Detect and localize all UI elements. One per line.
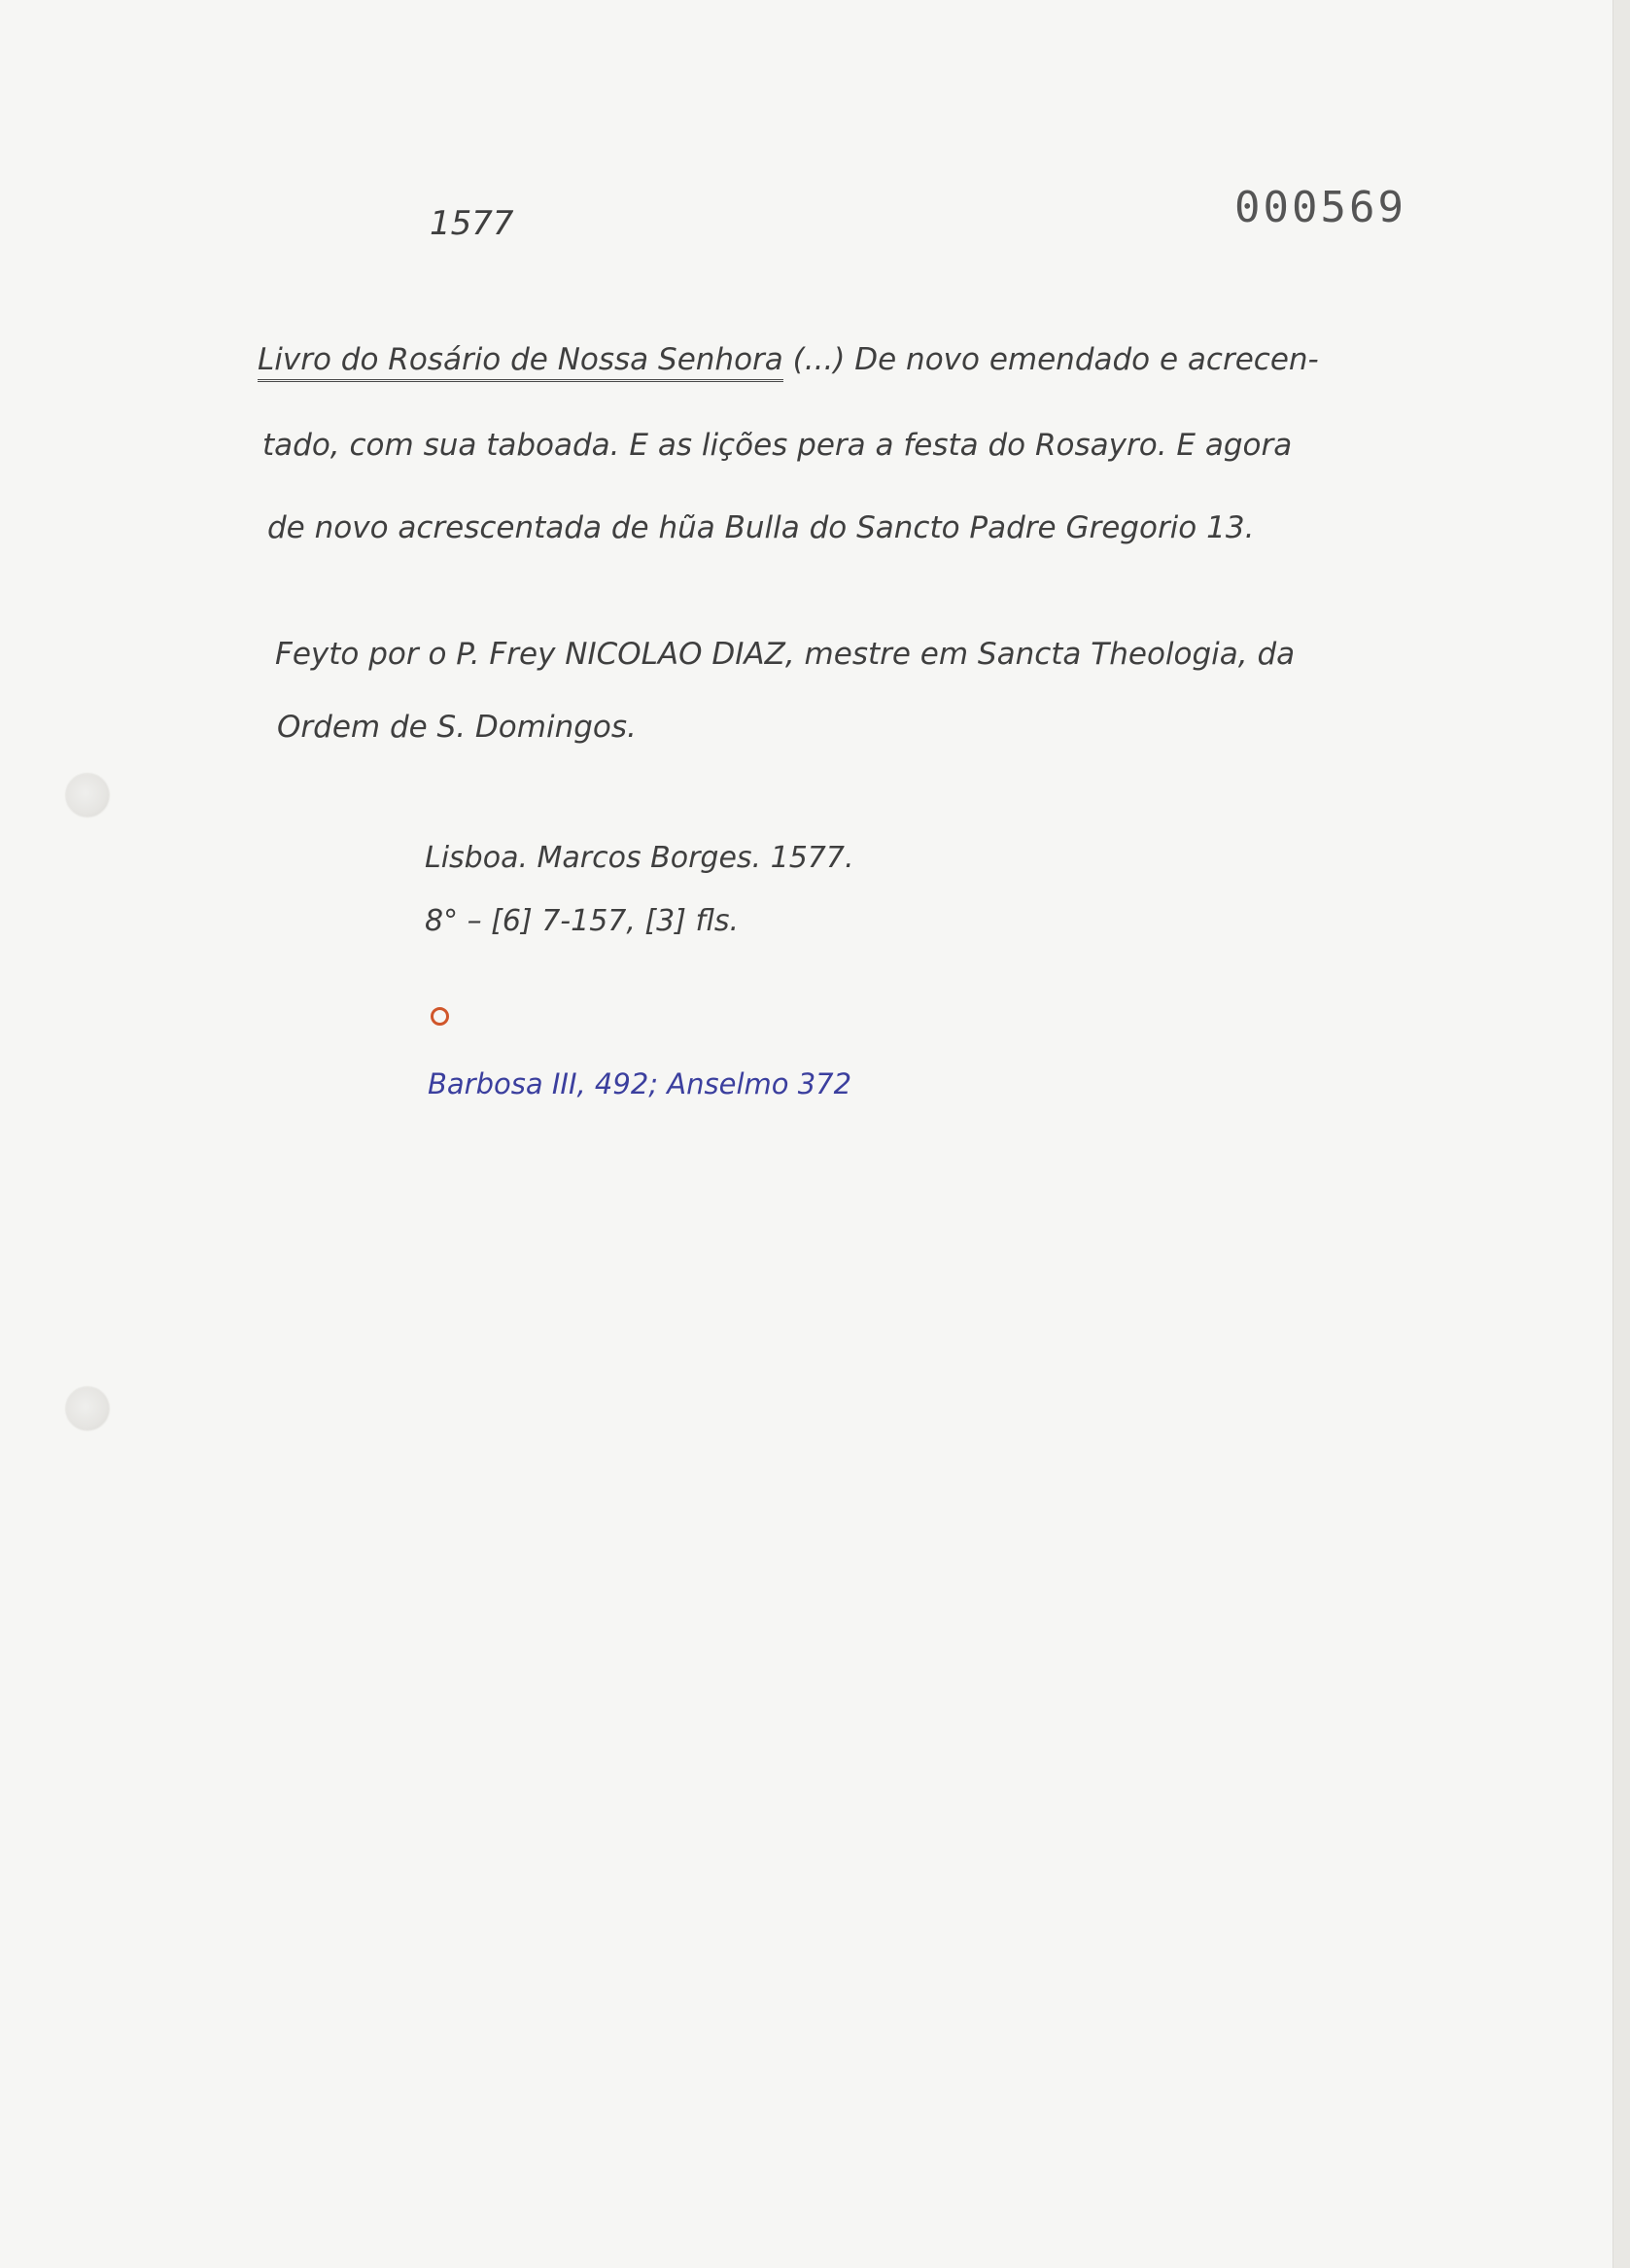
bibliographic-references: Barbosa III, 492; Anselmo 372 [428,1067,852,1100]
orange-circle-marker [431,1007,449,1026]
imprint-line-1: Lisboa. Marcos Borges. 1577. [425,841,854,875]
author-line-2: Ordem de S. Domingos. [277,710,637,745]
author-line-1: Feyto por o P. Frey NICOLAO DIAZ, mestre em Sancta Theologia, da [275,637,1296,672]
title-line-3: de novo acrescentada de hũa Bulla do Sancto Padre Gregorio 13. [267,510,1255,545]
punch-hole [66,1387,109,1430]
title-line-1 [258,342,1319,377]
page-edge [1613,0,1630,2268]
year-heading: 1577 [430,204,514,243]
catalog-number: 000569 [1234,183,1406,232]
title-underlined: Livro do Rosário de Nossa Senhora [258,342,783,382]
title-line-2: tado, com sua taboada. E as lições pera a festa do Rosayro. E agora [262,428,1293,463]
imprint-line-2: 8° – [6] 7-157, [3] fls. [425,904,740,938]
punch-hole [66,774,109,817]
title-continuation: (...) De novo emendado e acrecen- [792,342,1319,377]
